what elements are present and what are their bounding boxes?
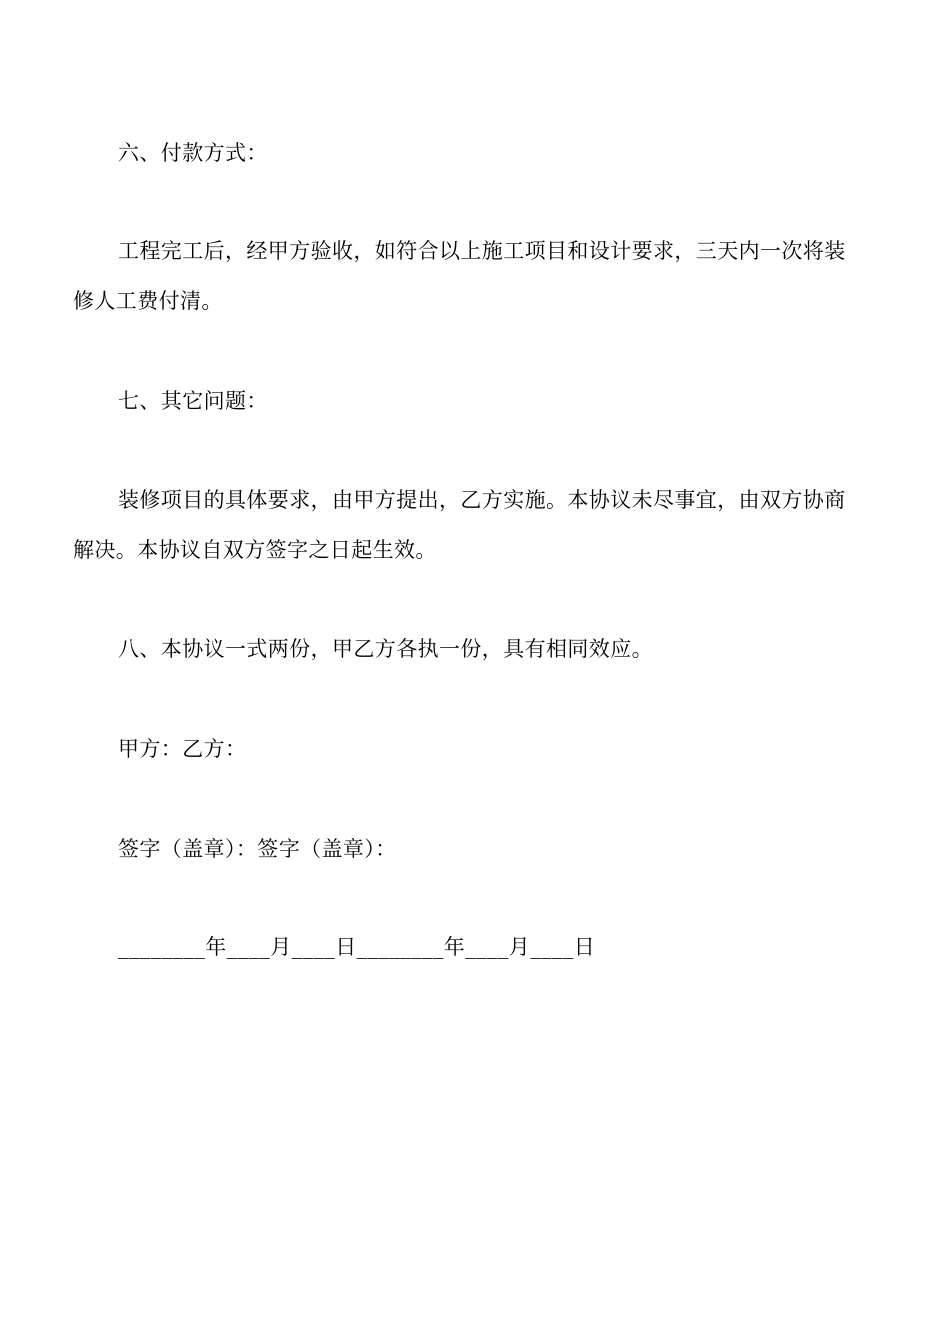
- section-7-body-line-1: 装修项目的具体要求，由甲方提出，乙方实施。本协议未尽事宜，由双方协商: [118, 488, 846, 512]
- parties-line: 甲方：乙方：: [118, 737, 247, 761]
- section-6-heading: 六、付款方式：: [118, 141, 268, 165]
- section-7-heading: 七、其它问题：: [118, 389, 268, 413]
- section-6-body-line-2: 修人工费付清。: [73, 289, 223, 313]
- section-8-text: 八、本协议一式两份，甲乙方各执一份，具有相同效应。: [118, 637, 653, 661]
- section-6-body-line-1: 工程完工后，经甲方验收，如符合以上施工项目和设计要求，三天内一次将装: [118, 239, 846, 263]
- signature-line: 签字（盖章）：签字（盖章）：: [118, 837, 397, 861]
- section-7-body-line-2: 解决。本协议自双方签字之日起生效。: [73, 538, 437, 562]
- date-line: ________年____月____日________年____月____日: [118, 935, 596, 959]
